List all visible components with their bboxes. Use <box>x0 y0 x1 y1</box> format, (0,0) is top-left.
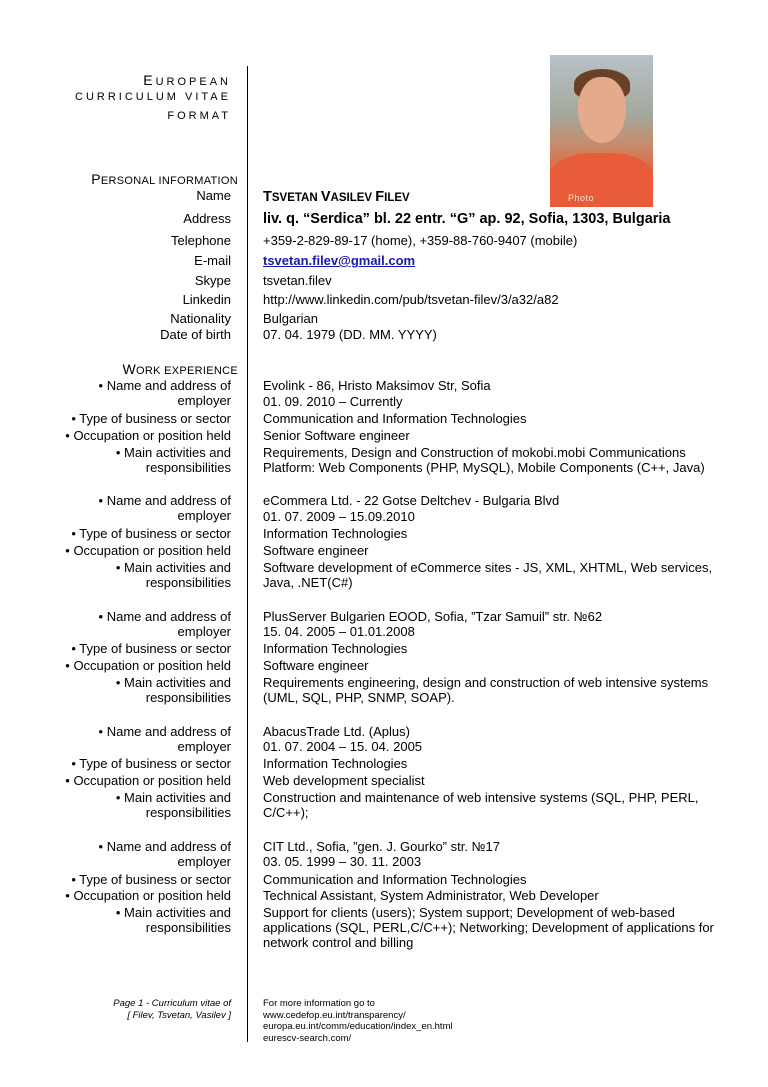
label-skype: Skype <box>194 273 231 288</box>
label-employer: • Name and address of employer <box>98 609 231 639</box>
value-dates: 03. 05. 1999 – 30. 11. 2003 <box>263 854 422 869</box>
label-employer: • Name and address of employer <box>98 839 231 869</box>
value-sector: Communication and Information Technologies <box>263 872 527 887</box>
value-position: Software engineer <box>263 543 369 558</box>
value-activities: Construction and maintenance of web intensive systems (SQL, PHP, PERL, C/C++); <box>263 790 699 820</box>
value-activities: Requirements engineering, design and construction of web intensive systems (UML, SQL, PHP, SNMP, SOAP). <box>263 675 709 705</box>
label-address: Address <box>183 211 231 226</box>
label-nationality: Nationality <box>170 311 231 326</box>
label-employer: • Name and address of employer <box>98 493 231 523</box>
value-position: Software engineer <box>263 658 369 673</box>
label-activities: • Main activities and responsibilities <box>115 445 231 475</box>
footer-page-info: Page 1 - Curriculum vitae of [ Filev, Tsvetan, Vasilev ] <box>113 998 231 1021</box>
label-sector: • Type of business or sector <box>71 526 231 541</box>
value-sector: Information Technologies <box>263 641 408 656</box>
value-position: Web development specialist <box>263 773 425 788</box>
value-telephone: +359-2-829-89-17 (home), +359-88-760-9407 (mobile) <box>263 233 578 248</box>
label-sector: • Type of business or sector <box>71 411 231 426</box>
label-telephone: Telephone <box>171 233 231 248</box>
value-skype: tsvetan.filev <box>263 273 332 288</box>
value-employer: CIT Ltd., Sofia, ”gen. J. Gourko” str. №17 <box>263 839 500 854</box>
value-sector: Information Technologies <box>263 526 408 541</box>
label-sector: • Type of business or sector <box>71 872 231 887</box>
label-sector: • Type of business or sector <box>71 756 231 771</box>
photo-face <box>578 77 626 143</box>
photo-watermark: Photo <box>568 193 595 203</box>
column-divider <box>247 66 248 1042</box>
title-line-3: FORMAT <box>167 110 231 122</box>
label-activities: • Main activities and responsibilities <box>115 905 231 935</box>
label-position: • Occupation or position held <box>65 658 231 673</box>
value-sector: Communication and Information Technologies <box>263 411 527 426</box>
value-activities: Software development of eCommerce sites - JS, XML, XHTML, Web services, Java, .NET(C#) <box>263 560 713 590</box>
label-employer: • Name and address of employer <box>98 724 231 754</box>
value-date-of-birth: 07. 04. 1979 (DD. MM. YYYY) <box>263 327 437 342</box>
value-employer: AbacusTrade Ltd. (Aplus) <box>263 724 410 739</box>
footer-more-info: For more information go to www.cedefop.eu.int/transparency/ europa.eu.int/comm/education/index_en.html eurescv-search.com/ <box>263 998 453 1044</box>
value-email <box>263 253 733 268</box>
footer-link[interactable]: www.cedefop.eu.int/transparency/ <box>263 1009 406 1021</box>
value-position: Senior Software engineer <box>263 428 410 443</box>
label-sector: • Type of business or sector <box>71 641 231 656</box>
value-nationality: Bulgarian <box>263 311 318 326</box>
label-position: • Occupation or position held <box>65 428 231 443</box>
label-activities: • Main activities and responsibilities <box>115 560 231 590</box>
label-name: Name <box>196 188 231 203</box>
email-link[interactable]: tsvetan.filev@gmail.com <box>263 253 416 268</box>
value-dates: 01. 07. 2009 – 15.09.2010 <box>263 509 415 524</box>
profile-photo <box>550 55 653 207</box>
label-date-of-birth: Date of birth <box>160 327 231 342</box>
value-address: liv. q. “Serdica” bl. 22 entr. “G” ap. 92, Sofia, 1303, Bulgaria <box>263 211 671 227</box>
label-position: • Occupation or position held <box>65 773 231 788</box>
value-sector: Information Technologies <box>263 756 408 771</box>
title-line-2: CURRICULUM VITAE <box>75 91 231 103</box>
label-position: • Occupation or position held <box>65 888 231 903</box>
value-activities: Requirements, Design and Construction of mokobi.mobi Communications Platform: Web Components (PHP, MySQL), Mobile Components (C++, Java) <box>263 445 705 475</box>
value-employer: eCommera Ltd. - 22 Gotse Deltchev - Bulgaria Blvd <box>263 493 560 508</box>
footer-link[interactable]: europa.eu.int/comm/education/index_en.html <box>263 1021 453 1032</box>
label-linkedin: Linkedin <box>182 292 231 307</box>
value-employer: PlusServer Bulgarien EOOD, Sofia, ”Tzar Samuil” str. №62 <box>263 609 603 624</box>
value-name: TSVETAN VASILEV FILEV <box>263 189 410 205</box>
title-line-1: EUROPEAN <box>143 72 231 88</box>
value-dates: 01. 07. 2004 – 15. 04. 2005 <box>263 739 423 754</box>
value-linkedin: http://www.linkedin.com/pub/tsvetan-filev/3/a32/a82 <box>263 292 559 307</box>
value-dates: 15. 04. 2005 – 01.01.2008 <box>263 624 415 639</box>
label-position: • Occupation or position held <box>65 543 231 558</box>
footer-link[interactable]: eurescv-search.com/ <box>263 1032 352 1044</box>
label-employer: • Name and address of employer <box>98 378 231 408</box>
value-employer: Evolink - 86, Hristo Maksimov Str, Sofia <box>263 378 491 393</box>
label-activities: • Main activities and responsibilities <box>115 675 231 705</box>
section-personal-information: PERSONAL INFORMATION <box>91 171 238 187</box>
label-email: E-mail <box>194 253 231 268</box>
label-activities: • Main activities and responsibilities <box>115 790 231 820</box>
value-dates: 01. 09. 2010 – Currently <box>263 394 403 409</box>
section-work-experience: WORK EXPERIENCE <box>122 361 238 377</box>
value-position: Technical Assistant, System Administrator, Web Developer <box>263 888 599 903</box>
value-activities: Support for clients (users); System support; Development of web-based applications (SQL, PERL,C/C++); Networking; Development of applications for network control and billing <box>263 905 714 950</box>
